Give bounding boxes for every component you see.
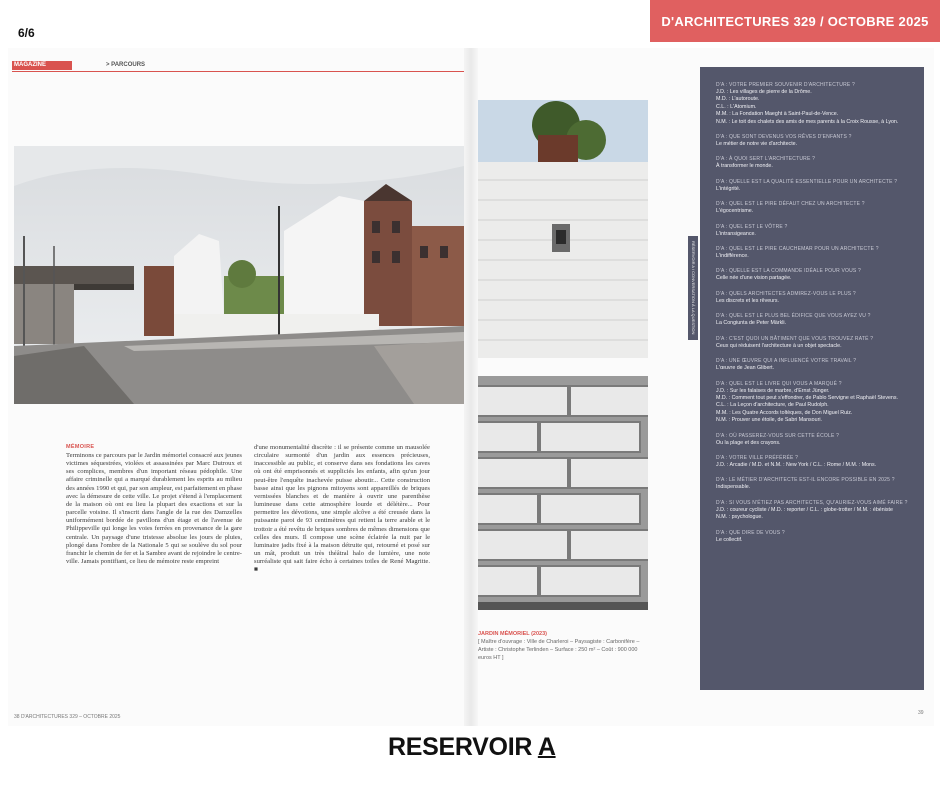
reservoir-a-logo: [388, 733, 556, 762]
logo-main: RESERVOIR: [388, 733, 538, 761]
qa-question: D'A : À QUOI SERT L'ARCHITECTURE ?: [716, 156, 816, 163]
qa-answer: À transformer le monde.: [716, 163, 773, 170]
qa-answer: La Congiunta de Peter Märkli.: [716, 320, 787, 327]
qa-answer: Le métier de notre vie d'architecte.: [716, 141, 798, 148]
qa-panel: [700, 67, 924, 690]
qa-question: D'A : C'EST QUOI UN BÂTIMENT QUE VOUS TROUVEZ RATÉ ?: [716, 335, 874, 342]
qa-question: D'A : QUEL EST LE VÔTRE ?: [716, 223, 788, 230]
qa-answer: J.D. : coureur cycliste / M.D. : reporter / C.L. : globe-trotter / M.M. : ébéniste: [716, 506, 893, 513]
qa-list: [716, 82, 916, 552]
qa-answer: M.M. : La Fondation Maeght à Saint-Paul-de-Vence.: [716, 111, 839, 118]
memorial-street-photo: [14, 146, 464, 404]
spread-gutter: [464, 48, 478, 726]
side-tab: RÉSERVOIR A / CONVERSATION À LA QUESTION: [688, 236, 698, 340]
qa-item: [716, 82, 916, 126]
footer-left: 38 D'ARCHITECTURES 329 – OCTOBRE 2025: [14, 714, 121, 720]
qa-item: [716, 313, 916, 327]
qa-item: [716, 134, 916, 148]
qa-answer: Indispensable.: [716, 484, 751, 491]
qa-item: [716, 336, 916, 350]
qa-item: [716, 268, 916, 282]
project-credit: [478, 630, 648, 662]
qa-item: [716, 500, 916, 522]
qa-item: [716, 224, 916, 238]
article-column-1: Terminons ce parcours par le Jardin mémoriel consacré aux jeunes victimes séquestrées, violées et assassinées par Marc Dutroux et ses complices, membres d'un important réseau pédophile. Une affaire criminelle qui a marqué durablement les esprits au milieu des années 1990 et qui, par son ampleur, est parfaitement en phase avec la démesure de cette ville. Le projet s'étend à l'emplacement de la maison où ont eu lieu la plupart des exactions et sur la parcelle voisine. Il s'inscrit dans l'angle de la rue des Damzelles uniformément bordée de pavillons d'un étage et de l'avenue de Philippeville qui longe les voies ferrées en provenance de la gare centrale. Un paysage d'une tristesse absolue les jours de pluies, plongé dans l'ombre de la Nationale 5 qui se soulève du sol pour franchir le chemin de fer et la Sambre avant de rejoindre le centre-ville. Jamais pontifiant, ce lieu de mémoire reste empreint: [66, 452, 242, 566]
qa-answer: N.M. : Le toit des chalets des amis de mes parents à la Croix Rousse, à Lyon.: [716, 118, 899, 125]
qa-question: D'A : QUEL EST LE LIVRE QUI VOUS A MARQUÉ ?: [716, 380, 842, 387]
section-tag: MAGAZINE: [12, 61, 72, 70]
footer-right: 39: [918, 710, 924, 716]
qa-question: D'A : QUELLE EST LA COMMANDE IDÉALE POUR VOUS ?: [716, 268, 862, 275]
qa-item: [716, 530, 916, 544]
qa-item: [716, 433, 916, 447]
qa-question: D'A : QUELLE EST LA QUALITÉ ESSENTIELLE POUR UN ARCHITECTE ?: [716, 178, 898, 185]
article-column-2: d'une monumentalité discrète : il se présente comme un mausolée circulaire surmonté d'un jardin aux essences précieuses, inaccessible au public, et conserve dans ses fondations les caves où ont été emprisonnés et suppliciés les enfants, afin qu'un jour peut-être l'enquête inachevée puisse aboutir... Cette construction basse ainsi que les pignons mitoyens sont appareillés de briques vernissées blanches et de manière à ouvrir une parenthèse lumineuse dans cette atmosphère lourde et délétère... Pour permettre les dévotions, une simple alcôve a été creusée dans la puissante paroi de 93 centimètres qui retient la terre arable et le trottoir a été revêtu de briques sombres de mêmes dimensions que celles des murs. Il compose une scène éclairée la nuit par le luminaire jadis fixé à la maison détruite qui, retourné et posé sur un mât, produit un très théâtral halo de lumière, une note surréaliste qui sait faire écho à certaines toiles de René Magritte. ■: [254, 444, 430, 574]
qa-answer: L'indifférence.: [716, 253, 749, 260]
qa-item: [716, 358, 916, 372]
qa-question: D'A : QUEL EST LE PLUS BEL ÉDIFICE QUE VOUS AYEZ VU ?: [716, 313, 871, 320]
qa-question: D'A : QUE SONT DEVENUS VOS RÊVES D'ENFANTS ?: [716, 134, 852, 141]
qa-answer: M.M. : Les Quatre Accords toltèques, de Don Miguel Ruiz.: [716, 409, 853, 416]
memoire-label: MÉMOIRE: [66, 444, 95, 450]
qa-item: [716, 201, 916, 215]
qa-answer: C.L. : La Leçon d'architecture, de Paul Rudolph.: [716, 402, 829, 409]
qa-answer: Ou la plage et des crayons.: [716, 439, 781, 446]
qa-answer: J.D. : Les villages de pierre de la Drôme.: [716, 89, 812, 95]
qa-answer: L'intégrité.: [716, 185, 741, 192]
qa-item: [716, 381, 916, 425]
qa-question: D'A : SI VOUS N'ÉTIEZ PAS ARCHITECTES, QU'AURIEZ-VOUS AIMÉ FAIRE ?: [716, 499, 908, 506]
header-rule: [12, 71, 464, 72]
qa-answer: C.L. : L'Atomium.: [716, 103, 757, 110]
qa-answer: Les discrets et les rêveurs.: [716, 297, 779, 304]
qa-answer: L'intransigeance.: [716, 230, 756, 237]
qa-answer: M.D. : Comment tout peut s'effondrer, de Pablo Servigne et Raphaël Stevens.: [716, 394, 898, 401]
logo-underlined: A: [537, 733, 556, 761]
qa-question: D'A : QUELS ARCHITECTES ADMIREZ-VOUS LE PLUS ?: [716, 290, 856, 297]
qa-answer: Le collectif.: [716, 536, 743, 543]
breadcrumb: > PARCOURS: [106, 62, 146, 68]
qa-answer: J.D. : Sur les falaises de marbre, d'Ernst Jünger.: [716, 387, 830, 394]
qa-answer: N.M. : psychologue.: [716, 514, 763, 521]
qa-answer: L'œuvre de Jean Glibert.: [716, 365, 775, 372]
qa-item: [716, 455, 916, 469]
qa-answer: Ceux qui réduisent l'architecture à un objet spectacle.: [716, 342, 842, 349]
qa-answer: Celle née d'une vision partagée.: [716, 275, 792, 282]
qa-question: D'A : VOTRE PREMIER SOUVENIR D'ARCHITECTURE ?: [716, 82, 855, 88]
qa-item: [716, 179, 916, 193]
magazine-banner: D'ARCHITECTURES 329 / OCTOBRE 2025: [650, 0, 940, 42]
qa-answer: L'égocentrisme.: [716, 208, 754, 215]
qa-item: [716, 291, 916, 305]
qa-question: D'A : QUEL EST LE PIRE CAUCHEMAR POUR UN ARCHITECTE ?: [716, 246, 879, 253]
qa-question: D'A : OÙ PASSEREZ-VOUS SUR CETTE ÉCOLE ?: [716, 432, 840, 439]
credit-title: JARDIN MÉMORIEL (2023): [478, 631, 547, 637]
qa-question: D'A : QUEL EST LE PIRE DÉFAUT CHEZ UN ARCHITECTE ?: [716, 201, 865, 208]
qa-question: D'A : VOTRE VILLE PRÉFÉRÉE ?: [716, 454, 799, 461]
qa-item: [716, 477, 916, 491]
white-brick-wall-photo: [478, 100, 648, 358]
qa-item: [716, 246, 916, 260]
qa-answer: N.M. : Prouver une étoile, de Sabri Mansouri.: [716, 417, 822, 424]
qa-question: D'A : UNE ŒUVRE QUI A INFLUENCÉ VOTRE TRAVAIL ?: [716, 358, 857, 365]
qa-answer: J.D. : Arcadie / M.D. et N.M. : New York / C.L. : Rome / M.M. : Mons.: [716, 461, 877, 468]
qa-question: D'A : LE MÉTIER D'ARCHITECTE EST-IL ENCORE POSSIBLE EN 2025 ?: [716, 477, 895, 484]
brick-closeup-photo: [478, 376, 648, 610]
qa-question: D'A : QUE DIRE DE VOUS ?: [716, 529, 785, 536]
qa-answer: M.D. : L'autoroute.: [716, 96, 760, 103]
credit-text: [ Maître d'ouvrage : Ville de Charleroi – Paysagiste : Carbonifère – Artiste : Christophe Terlinden – Surface : 250 m² – Coût : 900 000 euros HT ]: [478, 639, 640, 661]
page-indicator: 6/6: [18, 26, 35, 40]
qa-item: [716, 156, 916, 170]
